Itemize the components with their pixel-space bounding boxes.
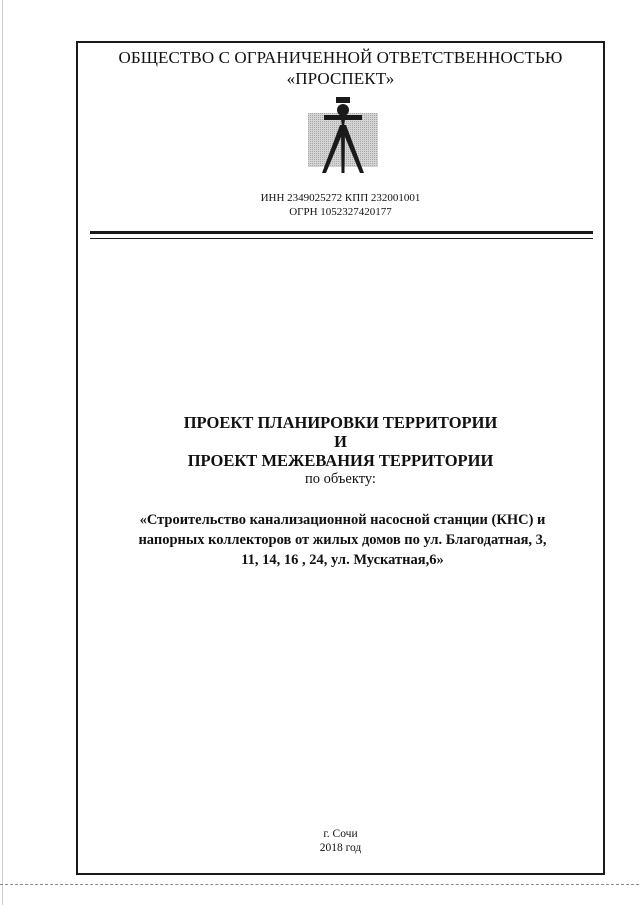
title-by-object: по объекту: xyxy=(305,471,376,487)
surveyor-tripod-icon xyxy=(306,97,380,175)
header-divider-thin xyxy=(90,238,593,239)
title-planning-project: ПРОЕКТ ПЛАНИРОВКИ ТЕРРИТОРИИ xyxy=(183,413,498,432)
object-description xyxy=(94,510,591,570)
object-line-1: «Строительство канализационной насосной станции (КНС) и xyxy=(139,512,546,528)
company-requisites xyxy=(78,191,603,219)
footer-city: г. Сочи xyxy=(323,828,358,840)
title-conjunction: И xyxy=(334,432,347,451)
object-line-2: напорных коллекторов от жилых домов по ул. Благодатная, 3, xyxy=(138,532,547,548)
document-frame xyxy=(76,41,605,875)
footer-year: 2018 год xyxy=(319,842,362,854)
document-title xyxy=(78,413,603,489)
organization-line-2: «ПРОСПЕКТ» xyxy=(286,69,395,88)
scan-edge-left xyxy=(2,0,3,905)
title-surveying-project: ПРОЕКТ МЕЖЕВАНИЯ ТЕРРИТОРИИ xyxy=(187,451,494,470)
ogrn-line: ОГРН 1052327420177 xyxy=(289,206,392,218)
document-footer xyxy=(78,827,603,855)
header-divider-thick xyxy=(90,231,593,234)
organization-line-1: ОБЩЕСТВО С ОГРАНИЧЕННОЙ ОТВЕТСТВЕННОСТЬЮ xyxy=(118,48,563,67)
inn-kpp-line: ИНН 2349025272 КПП 232001001 xyxy=(260,192,421,204)
scan-edge-bottom xyxy=(0,884,639,885)
organization-name xyxy=(78,47,603,89)
object-line-3: 11, 14, 16 , 24, ул. Мускатная,6» xyxy=(241,552,444,568)
